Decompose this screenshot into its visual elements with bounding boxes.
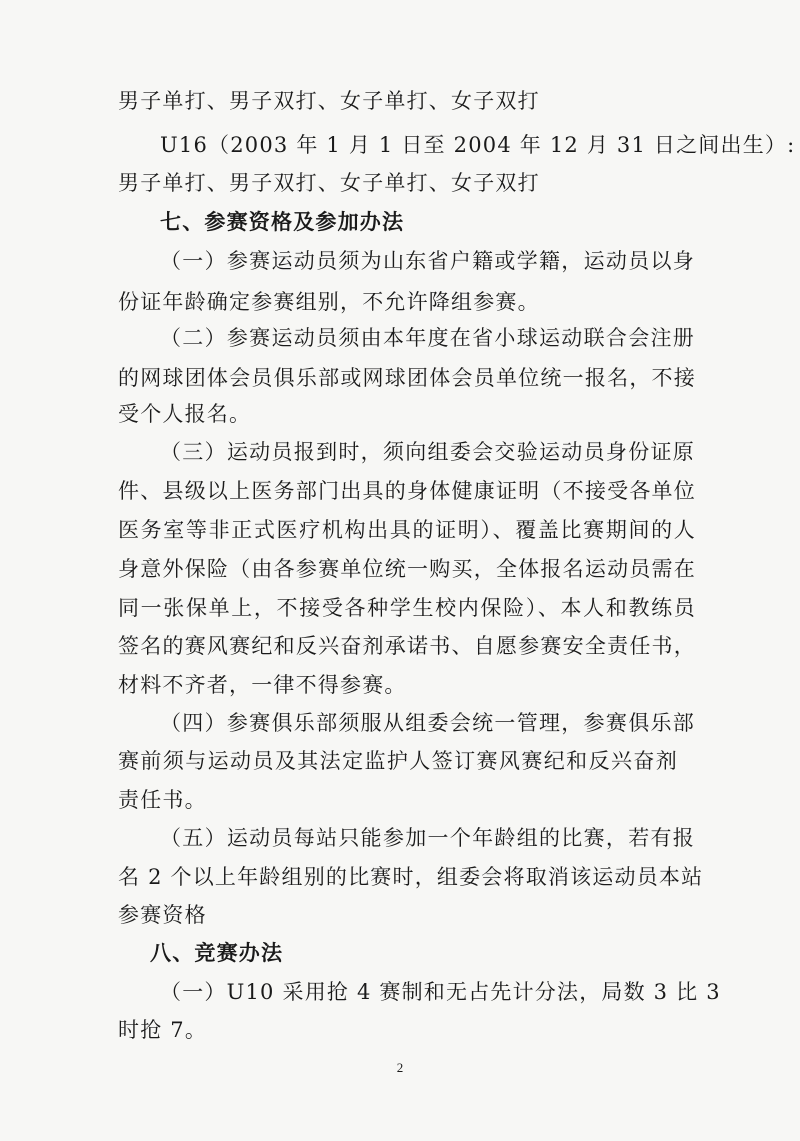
text-line: （三）运动员报到时，须向组委会交验运动员身份证原 [160, 440, 695, 464]
text-line: 男子单打、男子双打、女子单打、女子双打 [118, 89, 540, 113]
text-line: 的网球团体会员俱乐部或网球团体会员单位统一报名，不接 [118, 366, 696, 390]
section-heading: 八、竞赛办法 [150, 941, 284, 965]
text-line: 件、县级以上医务部门出具的身体健康证明（不接受各单位 [118, 479, 696, 503]
text-line: 赛前须与运动员及其法定监护人签订赛风赛纪和反兴奋剂 [118, 749, 678, 773]
section-heading: 七、参赛资格及参加办法 [160, 210, 405, 234]
text-line: 名 2 个以上年龄组别的比赛时，组委会将取消该运动员本站 [118, 865, 704, 889]
text-line: （四）参赛俱乐部须服从组委会统一管理，参赛俱乐部 [160, 711, 695, 735]
text-line: 签名的赛风赛纪和反兴奋剂承诺书、自愿参赛安全责任书， [118, 634, 696, 658]
text-line: （一）参赛运动员须为山东省户籍或学籍，运动员以身 [160, 249, 695, 273]
text-line: 同一张保单上，不接受各种学生校内保险）、本人和教练员 [118, 596, 696, 620]
text-line: （五）运动员每站只能参加一个年龄组的比赛，若有报 [160, 826, 695, 850]
text-line: 身意外保险（由各参赛单位统一购买，全体报名运动员需在 [118, 557, 696, 581]
page-number: 2 [396, 1060, 404, 1075]
text-line: （二）参赛运动员须由本年度在省小球运动联合会注册 [160, 326, 695, 350]
text-line: 男子单打、男子双打、女子单打、女子双打 [118, 171, 540, 195]
text-line: 份证年龄确定参赛组别，不允许降组参赛。 [118, 290, 540, 314]
text-line: 参赛资格 [118, 903, 207, 927]
text-line: 责任书。 [118, 788, 207, 812]
text-line: 受个人报名。 [118, 402, 252, 426]
text-line: 时抢 7。 [118, 1018, 208, 1042]
text-line: 材料不齐者，一律不得参赛。 [118, 673, 407, 697]
text-line: （一）U10 采用抢 4 赛制和无占先计分法，局数 3 比 3 [160, 980, 721, 1004]
text-line: U16（2003 年 1 月 1 日至 2004 年 12 月 31 日之间出生）: [160, 133, 796, 157]
text-line: 医务室等非正式医疗机构出具的证明）、覆盖比赛期间的人 [118, 518, 696, 542]
